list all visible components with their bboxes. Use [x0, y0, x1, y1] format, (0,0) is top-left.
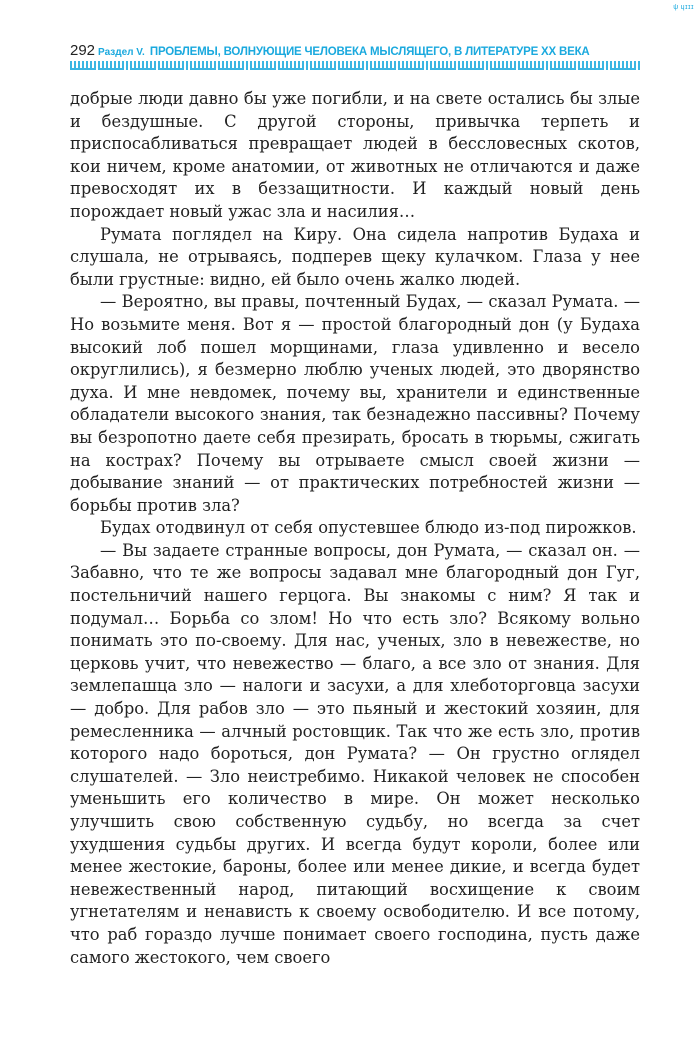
paragraph: — Вы задаете странные вопросы, дон Румата, — сказал он. — Забавно, что те же вопросы задавал мне благородный дон Гуг, постельничий нашего герцога. Вы знакомы с ним? Я так и подумал… Борьба со злом! Но что есть зло? Всякому вольно понимать это по-своему. Для нас, ученых, зло в невежестве, но церковь учит, что невежество — благо, а все зло от знания. Для землепашца зло — налоги и засухи, а для хлеботорговца засухи — добро. Для рабов зло — это пьяный и жестокий хозяин, для ремесленника — алчный ростовщик. Так что же есть зло, против которого надо бороться, дон Румата? — Он грустно оглядел слушателей. — Зло неистребимо. Никакой человек не способен уменьшить его количество в мире. Он может несколько улучшить свою собственную судьбу, но всегда за счет ухудшения судьбы других. И всегда будут короли, более или менее жестокие, бароны, более или менее дикие, и всегда будет невежественный народ, питающий восхищение к своим угнетателям и ненависть к своему освободителю. И все потому, что раб гораздо лучше понимает своего господина, пусть даже самого жестокого, чем своего: [70, 540, 640, 967]
header-rule: [70, 61, 640, 70]
paragraph: Будах отодвинул от себя опустевшее блюдо из-под пирожков.: [100, 518, 637, 538]
body-text: [70, 88, 640, 969]
corner-mark: ψ ɥɪɪɪ: [673, 4, 694, 11]
section-label: Раздел V.: [98, 47, 145, 58]
page-number: 292: [70, 42, 96, 59]
page-header: [70, 40, 640, 59]
paragraph: Румата поглядел на Киру. Она сидела напротив Будаха и слушала, не отрываясь, подперев щеку кулачком. Глаза у нее были грустные: видно, ей было очень жалко людей.: [70, 224, 640, 289]
paragraph: — Вероятно, вы правы, почтенный Будах, — сказал Румата. — Но возьмите меня. Вот я — простой благородный дон (у Будаха высокий лоб пошел морщинами, глаза удивленно и весело округлились), я безмерно люблю ученых людей, это дворянство духа. И мне невдомек, почему вы, хранители и единственные обладатели высокого знания, так безнадежно пассивны? Почему вы безропотно даете себя презирать, бросать в тюрьмы, сжигать на кострах? Почему вы отрываете смысл своей жизни — добывание знаний — от практических потребностей жизни — борьбы против зла?: [70, 292, 640, 515]
running-title: ПРОБЛЕМЫ, ВОЛНУЮЩИЕ ЧЕЛОВЕКА МЫСЛЯЩЕГО, В ЛИТЕРАТУРЕ ХХ ВЕКА: [149, 46, 590, 58]
paragraph: добрые люди давно бы уже погибли, и на свете остались бы злые и бездушные. С другой стороны, привычка терпеть и приспосабливаться превращает людей в бессловесных скотов, кои ничем, кроме анатомии, от животных не отличаются и даже превосходят их в беззащитности. И каждый новый день порождает новый ужас зла и насилия…: [70, 89, 640, 221]
